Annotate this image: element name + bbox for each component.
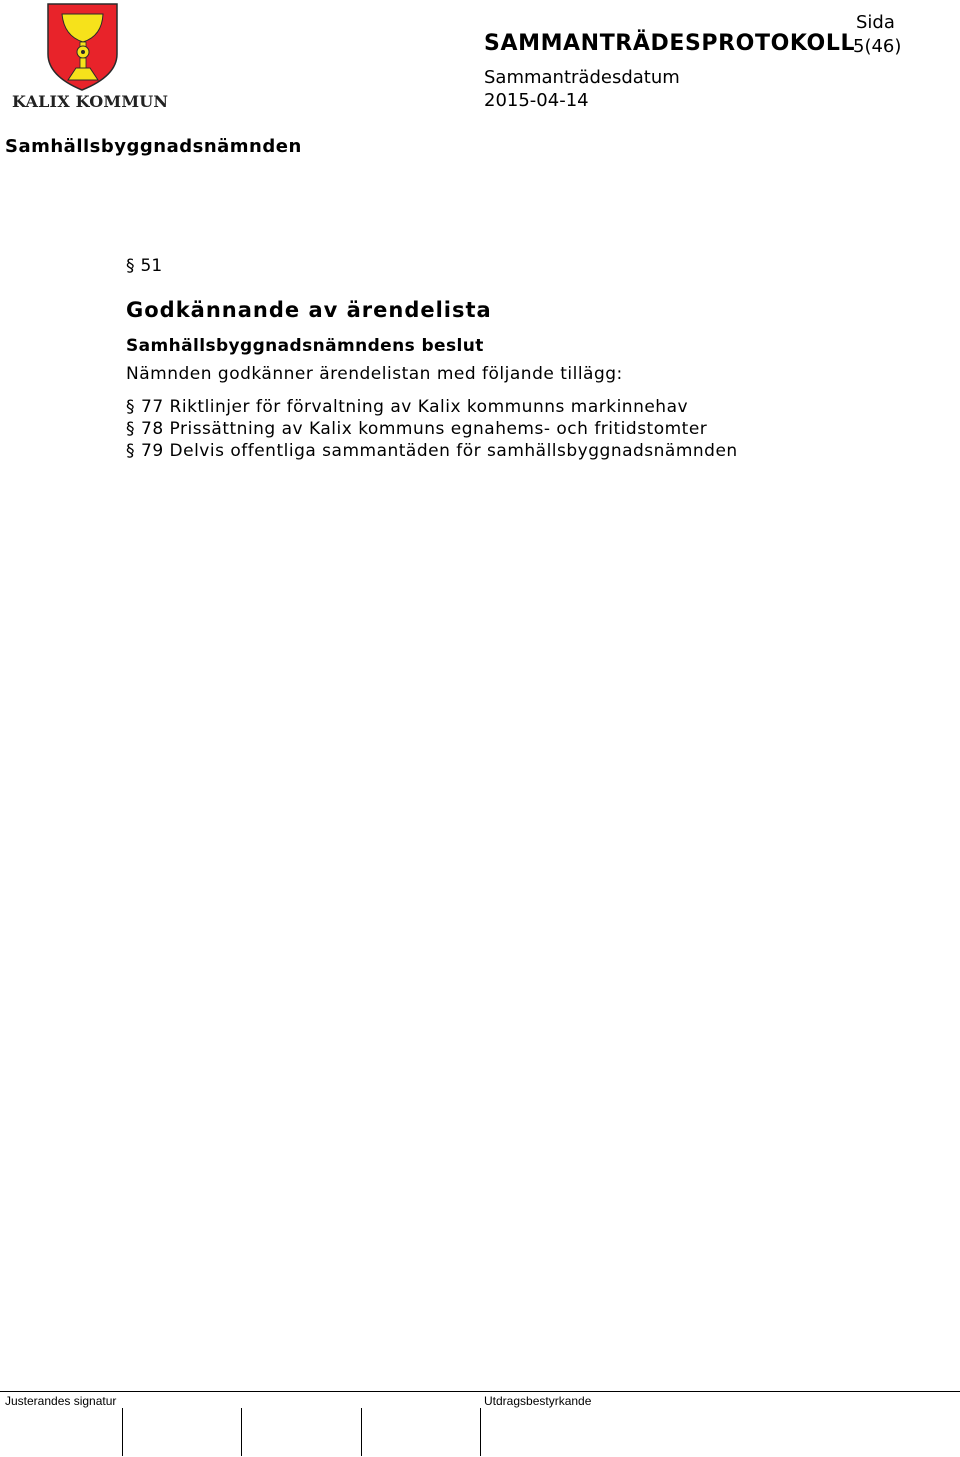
page-label: Sida xyxy=(856,12,895,33)
list-item-text: 77 Riktlinjer för förvaltning av Kalix kommunns markinnehav xyxy=(141,397,689,417)
section-number xyxy=(126,256,162,276)
decision-text: Nämnden godkänner ärendelistan med följande tillägg: xyxy=(126,364,623,384)
signature-box-divider xyxy=(361,1408,362,1456)
paragraph-symbol: § xyxy=(126,419,135,439)
signature-label: Justerandes signatur xyxy=(5,1394,117,1408)
logo-text: KALIX KOMMUN xyxy=(12,92,169,111)
list-item xyxy=(126,418,738,440)
meeting-date-value: 2015-04-14 xyxy=(484,90,589,111)
signature-footer xyxy=(0,1391,960,1457)
crest-icon xyxy=(10,2,160,92)
section-heading: Godkännande av ärendelista xyxy=(126,298,492,322)
certification-label: Utdragsbestyrkande xyxy=(484,1394,592,1408)
paragraph-symbol: § xyxy=(126,441,135,461)
committee-name: Samhällsbyggnadsnämnden xyxy=(5,136,302,157)
paragraph-symbol: § xyxy=(126,397,135,417)
list-item-text: 78 Prissättning av Kalix kommuns egnahems- och fritidstomter xyxy=(141,419,708,439)
page-number: 5(46) xyxy=(853,36,902,57)
signature-box-divider xyxy=(122,1408,123,1456)
document-type: SAMMANTRÄDESPROTOKOLL xyxy=(484,31,856,56)
paragraph-symbol: § xyxy=(126,256,135,276)
decision-label: Samhällsbyggnadsnämndens beslut xyxy=(126,336,484,356)
signature-box-divider xyxy=(241,1408,242,1456)
meeting-date-label: Sammanträdesdatum xyxy=(484,67,680,88)
list-item xyxy=(126,440,738,462)
list-item-text: 79 Delvis offentliga sammantäden för samhällsbyggnadsnämnden xyxy=(141,441,738,461)
list-item xyxy=(126,396,738,418)
addition-list xyxy=(126,396,738,462)
section-number-value: 51 xyxy=(140,256,163,276)
signature-box-divider xyxy=(480,1408,481,1456)
